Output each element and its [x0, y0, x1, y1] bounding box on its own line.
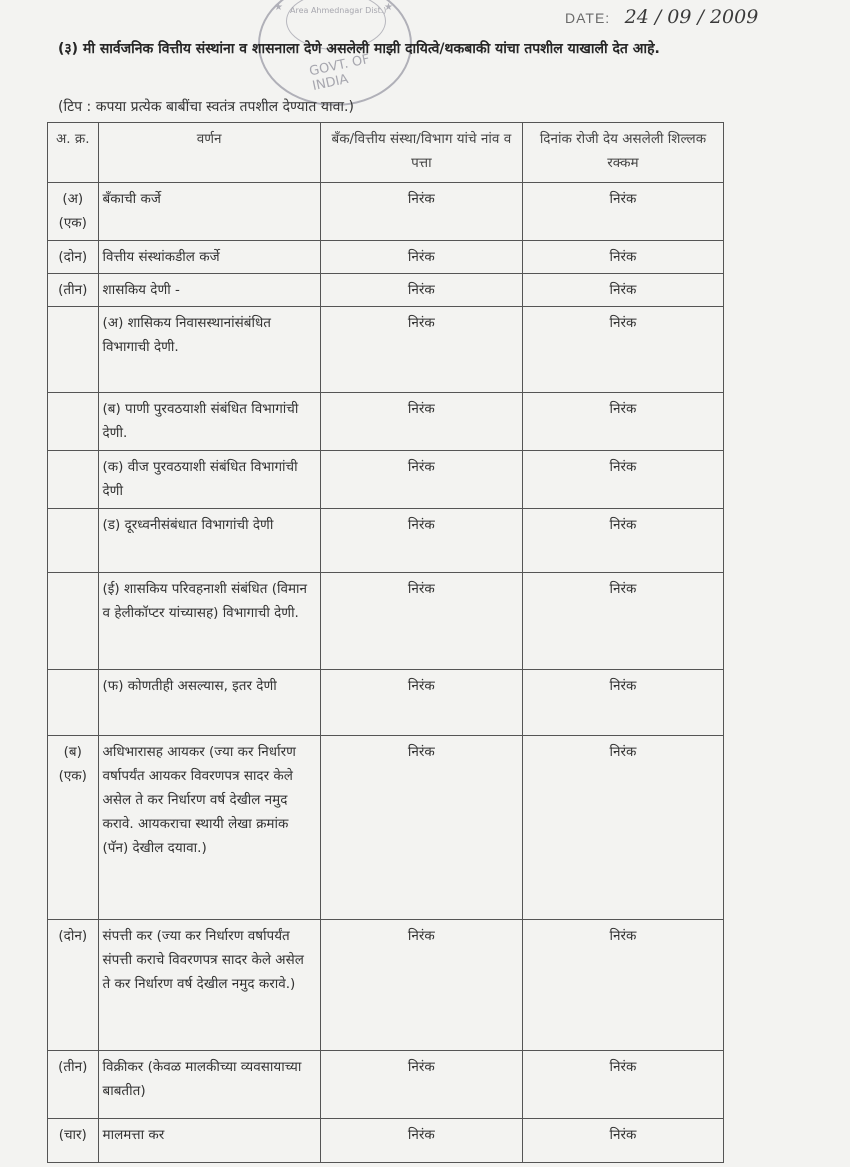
- row-amount: निरंक: [522, 1051, 723, 1119]
- date-line: [565, 6, 758, 28]
- row-bank: निरंक: [320, 509, 522, 573]
- row-serial: [48, 451, 99, 509]
- row-amount: निरंक: [522, 183, 723, 241]
- table-row: [48, 274, 724, 307]
- row-bank: निरंक: [320, 183, 522, 241]
- row-bank: निरंक: [320, 274, 522, 307]
- row-serial: (दोन): [48, 920, 99, 1051]
- row-amount: निरंक: [522, 274, 723, 307]
- seal-govt: GOVT. OF INDIA: [307, 51, 372, 95]
- row-amount: निरंक: [522, 670, 723, 736]
- row-bank: निरंक: [320, 670, 522, 736]
- row-serial: (अ) (एक): [48, 183, 99, 241]
- liabilities-table: [47, 122, 724, 1163]
- row-amount: निरंक: [522, 920, 723, 1051]
- row-description: (ई) शासकिय परिवहनाशी संबंधित (विमान व हेलीकॉप्टर यांच्यासह) विभागाची देणी.: [98, 573, 320, 670]
- row-serial: (तीन): [48, 274, 99, 307]
- row-amount: निरंक: [522, 393, 723, 451]
- header-amount: दिनांक रोजी देय असलेली शिल्लक रक्कम: [522, 123, 723, 183]
- handwritten-date: 24 / 09 / 2009: [624, 6, 759, 28]
- table-row: [48, 307, 724, 393]
- row-amount: निरंक: [522, 509, 723, 573]
- table-row: [48, 1051, 724, 1119]
- row-serial: (दोन): [48, 241, 99, 274]
- seal-name: [312, 0, 374, 1]
- row-serial: (तीन): [48, 1051, 99, 1119]
- row-description: (क) वीज पुरवठयाशी संबंधित विभागांची देणी: [98, 451, 320, 509]
- row-description: (ब) पाणी पुरवठयाशी संबंधित विभागांची देणी.: [98, 393, 320, 451]
- table-row: [48, 573, 724, 670]
- row-bank: निरंक: [320, 736, 522, 920]
- table-row: [48, 920, 724, 1051]
- table-row: [48, 670, 724, 736]
- row-amount: निरंक: [522, 573, 723, 670]
- row-serial: (चार): [48, 1119, 99, 1163]
- row-serial: [48, 573, 99, 670]
- row-amount: निरंक: [522, 736, 723, 920]
- row-description: शासकिय देणी -: [98, 274, 320, 307]
- star-icon: ★: [384, 2, 393, 13]
- row-bank: निरंक: [320, 573, 522, 670]
- row-bank: निरंक: [320, 1119, 522, 1163]
- row-amount: निरंक: [522, 307, 723, 393]
- table-row: [48, 451, 724, 509]
- table-header-row: [48, 123, 724, 183]
- row-bank: निरंक: [320, 393, 522, 451]
- row-serial: [48, 393, 99, 451]
- row-description: वित्तीय संस्थांकडील कर्जे: [98, 241, 320, 274]
- header-description: वर्णन: [98, 123, 320, 183]
- row-amount: निरंक: [522, 241, 723, 274]
- row-bank: निरंक: [320, 241, 522, 274]
- table-row: [48, 509, 724, 573]
- row-serial: (ब) (एक): [48, 736, 99, 920]
- row-serial: [48, 307, 99, 393]
- header-serial: अ. क्र.: [48, 123, 99, 183]
- row-serial: [48, 509, 99, 573]
- row-description: विक्रीकर (केवळ मालकीच्या व्यवसायाच्या बाबतीत): [98, 1051, 320, 1119]
- table-row: [48, 393, 724, 451]
- row-description: संपत्ती कर (ज्या कर निर्धारण वर्षापर्यंत संपत्ती कराचे विवरणपत्र सादर केले असेल ते कर निर्धारण वर्ष देखील नमुद करावे.): [98, 920, 320, 1051]
- header-bank: बँक/वित्तीय संस्था/विभाग यांचे नांव व पत्ता: [320, 123, 522, 183]
- table-row: [48, 183, 724, 241]
- seal-area: Area Ahmednagar Dist.): [290, 6, 387, 15]
- row-bank: निरंक: [320, 920, 522, 1051]
- row-description: (फ) कोणतीही असल्यास, इतर देणी: [98, 670, 320, 736]
- section-note: (टिप : कपया प्रत्येक बाबींचा स्वतंत्र तपशील देण्यात यावा.): [58, 99, 354, 115]
- row-amount: निरंक: [522, 1119, 723, 1163]
- row-amount: निरंक: [522, 451, 723, 509]
- row-description: (अ) शासिकय निवासस्थानांसंबंधित विभागाची देणी.: [98, 307, 320, 393]
- row-description: (ड) दूरध्वनीसंबंधात विभागांची देणी: [98, 509, 320, 573]
- star-icon: ★: [274, 2, 283, 13]
- row-description: बँकाची कर्जे: [98, 183, 320, 241]
- table-row: [48, 241, 724, 274]
- row-description: अधिभारासह आयकर (ज्या कर निर्धारण वर्षापर्यंत आयकर विवरणपत्र सादर केले असेल ते कर निर्धारण वर्ष देखील नमुद करावे. आयकराचा स्थायी लेखा क्रमांक (पॅन) देखील दयावा.): [98, 736, 320, 920]
- row-description: मालमत्ता कर: [98, 1119, 320, 1163]
- table-row: [48, 736, 724, 920]
- row-bank: निरंक: [320, 307, 522, 393]
- row-bank: निरंक: [320, 1051, 522, 1119]
- row-serial: [48, 670, 99, 736]
- date-label: DATE:: [565, 10, 611, 26]
- table-row: [48, 1119, 724, 1163]
- row-bank: निरंक: [320, 451, 522, 509]
- section-heading: (३) मी सार्वजनिक वित्तीय संस्थांना व शासनाला देणे असलेली माझी दायित्वे/थकबाकी यांचा तपशील याखाली देत आहे.: [58, 41, 660, 57]
